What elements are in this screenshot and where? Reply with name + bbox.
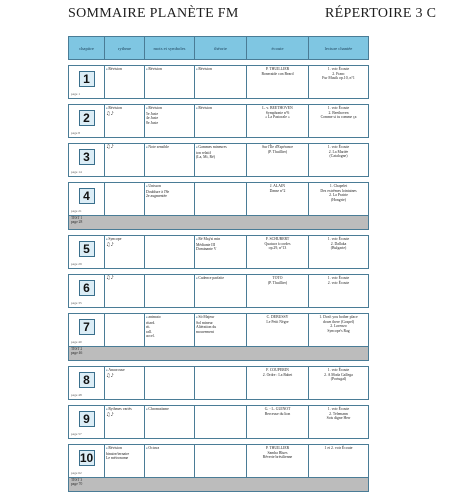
ecoute-text: Symphonie n°6 xyxy=(265,110,290,115)
theorie-text: (La, Mi, Ré) xyxy=(196,155,215,160)
theorie-text: ● Cadence parfaite xyxy=(196,276,245,282)
chapter-page: page 40 xyxy=(71,340,82,345)
chapter-cell xyxy=(69,275,105,308)
rythme-text: ● Révision xyxy=(106,446,143,452)
mots-text: rit. xyxy=(146,325,151,330)
ecoute-text: Berceuse du lion xyxy=(264,411,291,416)
chapter-cell xyxy=(69,144,105,177)
ecoute-cell xyxy=(247,105,309,138)
rythme-text: Le métronome xyxy=(106,456,129,461)
rythme-cell xyxy=(105,314,145,347)
chapter-cell xyxy=(69,66,105,99)
lecture-cell xyxy=(309,183,369,216)
mots-text: 5e Juste xyxy=(146,111,159,116)
table-row xyxy=(69,367,369,400)
lecture-text: 2. Telemann xyxy=(329,411,348,416)
rhythm-notation-icon: ♫♪ xyxy=(106,241,114,248)
rythme-text: ● Révision xyxy=(106,106,143,112)
table-row xyxy=(69,236,369,269)
ecoute-text: L. v. BEETHOVEN xyxy=(262,106,293,110)
theorie-cell xyxy=(195,406,247,439)
mots-text: ● Unisson xyxy=(146,184,193,190)
table-row xyxy=(69,105,369,138)
ecoute-text: Le Petit Nègre xyxy=(266,319,289,324)
lecture-text: (Hongrie) xyxy=(331,197,346,202)
mots-cell xyxy=(145,367,195,400)
test-label: TEST 3 xyxy=(71,478,83,482)
mots-text: 8e Juste xyxy=(146,120,159,125)
chapter-number-box: 7 xyxy=(79,319,95,335)
chapter-page: page 62 xyxy=(71,471,82,476)
chapter-number-box: 8 xyxy=(79,372,95,388)
theorie-text: mouvement xyxy=(196,329,214,334)
rythme-text: ● Syncope xyxy=(106,237,143,243)
chapter-number-box: 6 xyxy=(79,280,95,296)
lecture-cell xyxy=(309,144,369,177)
lecture-cell xyxy=(309,445,369,478)
chapter-number-box: 3 xyxy=(79,149,95,165)
chapter-cell xyxy=(69,105,105,138)
ecoute-text: op.29, n°13 xyxy=(268,246,287,251)
rythme-cell xyxy=(105,406,145,439)
chapter-number-box: 4 xyxy=(79,188,95,204)
mots-text: rall. xyxy=(146,329,153,334)
lecture-text: 1. voir Écoute xyxy=(327,106,350,110)
lecture-cell xyxy=(309,314,369,347)
lecture-text: Fur Musik op.10, n°1 xyxy=(322,76,355,81)
rythme-cell xyxy=(105,66,145,99)
test-row xyxy=(69,478,369,492)
chapter-page: page 21 xyxy=(71,209,82,214)
theorie-cell xyxy=(195,275,247,308)
chapter-page: page 1 xyxy=(71,92,80,97)
rythme-cell xyxy=(105,144,145,177)
test-row xyxy=(69,216,369,230)
rythme-text: ● Rythmes variés xyxy=(106,407,143,413)
table-row xyxy=(69,183,369,216)
lecture-text: 1. voir Écoute xyxy=(327,237,350,241)
rythme-text: binaire/ternaire xyxy=(106,451,130,456)
mots-text: ● animato xyxy=(146,315,193,321)
ecoute-cell xyxy=(247,314,309,347)
mots-text: Doublure à l'8e xyxy=(146,189,170,194)
lecture-text: down there (Gospel) xyxy=(322,319,355,324)
mots-text: ● Note sensible xyxy=(146,145,193,151)
lecture-text: 2. La Prairie xyxy=(329,193,348,198)
theorie-text: Dominante V xyxy=(196,247,217,252)
ecoute-cell xyxy=(247,406,309,439)
mots-cell xyxy=(145,236,195,269)
theorie-cell xyxy=(195,445,247,478)
table-row xyxy=(69,144,369,177)
lecture-text: 2. Franc xyxy=(332,71,345,76)
lecture-text: 1. voir Écoute xyxy=(327,276,350,280)
mots-cell xyxy=(145,105,195,138)
lecture-text: (Bulgarie) xyxy=(330,246,347,251)
test-row xyxy=(69,347,369,361)
ecoute-text: Samba Blues xyxy=(267,450,288,455)
table-row xyxy=(69,445,369,478)
chapter-cell xyxy=(69,367,105,400)
test-page: page 46 xyxy=(71,351,83,355)
ecoute-text: (P. Thuillier) xyxy=(267,280,288,285)
header-lecture: lecture chantée xyxy=(309,37,369,60)
header-rythme: rythme xyxy=(105,37,145,60)
mots-text: ● Révision xyxy=(146,106,193,112)
chapter-cell xyxy=(69,183,105,216)
chapter-page: page 8 xyxy=(71,131,80,136)
chapter-number-box: 10 xyxy=(79,451,94,465)
mots-text: 4e Juste xyxy=(146,116,159,121)
table-header-row xyxy=(69,37,369,60)
ecoute-cell xyxy=(247,367,309,400)
lecture-text: 1. voir Écoute xyxy=(327,67,350,71)
lecture-text: 1. Don't you bother place xyxy=(319,315,358,319)
theorie-cell xyxy=(195,314,247,347)
theorie-text: Médiante III xyxy=(196,242,216,247)
lecture-text: Sois digne Herr xyxy=(326,416,351,421)
chapter-cell xyxy=(69,236,105,269)
ecoute-text: Danse n°2 xyxy=(269,188,286,193)
rythme-text: ● Révision xyxy=(106,67,143,73)
header-ecoute: écoute xyxy=(247,37,309,60)
test-page: page 70 xyxy=(71,482,83,486)
theorie-text: ton relatif xyxy=(196,150,211,155)
lecture-text: Syncope's Rag xyxy=(327,328,350,333)
page-title-repertoire: RÉPERTOIRE 3 C xyxy=(325,6,437,21)
table-row xyxy=(69,406,369,439)
theorie-cell xyxy=(195,183,247,216)
theorie-cell xyxy=(195,236,247,269)
mots-cell xyxy=(145,275,195,308)
chapter-cell xyxy=(69,406,105,439)
chapter-number-box: 9 xyxy=(79,411,95,427)
ecoute-cell xyxy=(247,445,309,478)
mots-text: ● Révision xyxy=(146,67,193,73)
header-theorie: théorie xyxy=(195,37,247,60)
test-label: TEST 2 xyxy=(71,347,83,351)
chapter-number-box: 1 xyxy=(79,71,95,87)
lecture-text: 2. A Moda Gallega xyxy=(324,372,353,377)
lecture-cell xyxy=(309,105,369,138)
rythme-cell xyxy=(105,367,145,400)
table-row xyxy=(69,66,369,99)
ecoute-text: 2. Ordre : La Babet xyxy=(262,372,293,377)
ecoute-text: G. - L. GUINOT xyxy=(264,407,291,411)
lecture-text: 1. voir Écoute xyxy=(327,368,350,372)
chapter-page: page 29 xyxy=(71,262,82,267)
theorie-cell xyxy=(195,144,247,177)
chapter-page: page 14 xyxy=(71,170,82,175)
ecoute-text: Quatuor à cordes xyxy=(264,241,291,246)
chapter-page: page 48 xyxy=(71,393,82,398)
test-cell xyxy=(69,216,369,230)
ecoute-text: Rêverie brésilienne xyxy=(262,455,293,460)
theorie-text: ● Si♭Majeur xyxy=(196,315,245,321)
rythme-cell xyxy=(105,275,145,308)
mots-text: ● Octava xyxy=(146,446,193,452)
ecoute-cell xyxy=(247,236,309,269)
rhythm-notation-icon: ♫♪ xyxy=(106,275,114,281)
theorie-cell xyxy=(195,367,247,400)
rythme-cell xyxy=(105,236,145,269)
mots-text: 2e augmentée xyxy=(146,194,167,199)
lecture-text: Des extrêmes lointaines xyxy=(320,188,357,193)
chapter-cell xyxy=(69,445,105,478)
ecoute-cell xyxy=(247,144,309,177)
lecture-text: 1 et 2. voir Écoute xyxy=(324,446,353,450)
header-mots-symboles: mots et symboles xyxy=(145,37,195,60)
theorie-cell xyxy=(195,105,247,138)
lecture-text: 1. voir Écoute xyxy=(327,407,350,411)
rythme-text: ● Anacrouse xyxy=(106,368,143,374)
ecoute-text: TOTO xyxy=(272,276,283,280)
test-label: TEST 1 xyxy=(71,216,83,220)
mots-text: ● Chromatisme xyxy=(146,407,193,413)
mots-cell xyxy=(145,183,195,216)
mots-text: accel. xyxy=(146,334,155,339)
lecture-text: 2. Dallaka xyxy=(330,241,347,246)
lecture-text: (Portugal) xyxy=(330,377,347,382)
ecoute-text: « La Pastorale » xyxy=(265,115,290,120)
ecoute-text: F. SCHUBERT xyxy=(265,237,290,241)
chapter-page: page 35 xyxy=(71,301,82,306)
mots-cell xyxy=(145,314,195,347)
mots-cell xyxy=(145,406,195,439)
chapter-number-box: 5 xyxy=(79,241,95,257)
lecture-cell xyxy=(309,66,369,99)
lecture-text: 2. La Mariée xyxy=(328,149,349,154)
rythme-cell xyxy=(105,105,145,138)
chapter-number-box: 2 xyxy=(79,110,95,126)
ecoute-text: F. COUPERIN xyxy=(266,368,289,372)
ecoute-cell xyxy=(247,66,309,99)
rythme-cell xyxy=(105,445,145,478)
lecture-cell xyxy=(309,406,369,439)
theorie-cell xyxy=(195,66,247,99)
mots-cell xyxy=(145,66,195,99)
theorie-text: ● Ré Maj/si min xyxy=(196,237,245,243)
lecture-text: (Catalogne) xyxy=(329,154,348,159)
ecoute-text: P. THUILLIER xyxy=(265,446,290,450)
ecoute-text: Boneraide con Beard xyxy=(261,71,294,76)
theorie-text: ● Révision xyxy=(196,67,245,73)
rythme-cell xyxy=(105,183,145,216)
ecoute-cell xyxy=(247,183,309,216)
lecture-text: 2. Lorenzo xyxy=(330,324,347,329)
table-row xyxy=(69,314,369,347)
theorie-text: ● Gammes mineures xyxy=(196,145,245,151)
chapter-page: page 57 xyxy=(71,432,82,437)
chapter-cell xyxy=(69,314,105,347)
table-row xyxy=(69,275,369,308)
mots-cell xyxy=(145,144,195,177)
test-cell xyxy=(69,347,369,361)
theorie-text: Sol mineur xyxy=(196,320,213,325)
ecoute-text: P. THUILLIER xyxy=(265,67,290,71)
rhythm-notation-icon: ♫♪ xyxy=(106,110,114,117)
ecoute-text: (P. Thuillier) xyxy=(267,149,288,154)
lecture-text: 1. voir Écoute xyxy=(327,145,350,149)
ecoute-text: Sur l'Île d'Espérance xyxy=(261,145,294,149)
test-page: page 28 xyxy=(71,220,83,224)
test-cell xyxy=(69,478,369,492)
ecoute-text: J. ALAIN xyxy=(270,184,285,188)
lecture-text: 1. Chapelet xyxy=(329,184,348,188)
lecture-text: Comme si tu comme ça xyxy=(320,115,357,120)
mots-cell xyxy=(145,445,195,478)
page-title-sommaire: SOMMAIRE PLANÈTE FM xyxy=(68,6,239,21)
summary-table xyxy=(68,36,369,492)
lecture-cell xyxy=(309,236,369,269)
ecoute-cell xyxy=(247,275,309,308)
lecture-cell xyxy=(309,275,369,308)
rhythm-notation-icon: ♫♪ xyxy=(106,372,114,379)
lecture-text: 2. Beethoven xyxy=(328,110,349,115)
mots-text: ritard. xyxy=(146,320,156,325)
theorie-text: Altération du xyxy=(196,325,217,330)
rhythm-notation-icon: ♫♪ xyxy=(106,411,114,418)
ecoute-text: C. DEBUSSY xyxy=(266,315,289,319)
lecture-cell xyxy=(309,367,369,400)
header-chapitre: chapitre xyxy=(69,37,105,60)
theorie-text: ● Révision xyxy=(196,106,245,112)
rhythm-notation-icon: ♫♪ xyxy=(106,144,114,150)
lecture-text: 2. voir Écoute xyxy=(327,280,350,285)
